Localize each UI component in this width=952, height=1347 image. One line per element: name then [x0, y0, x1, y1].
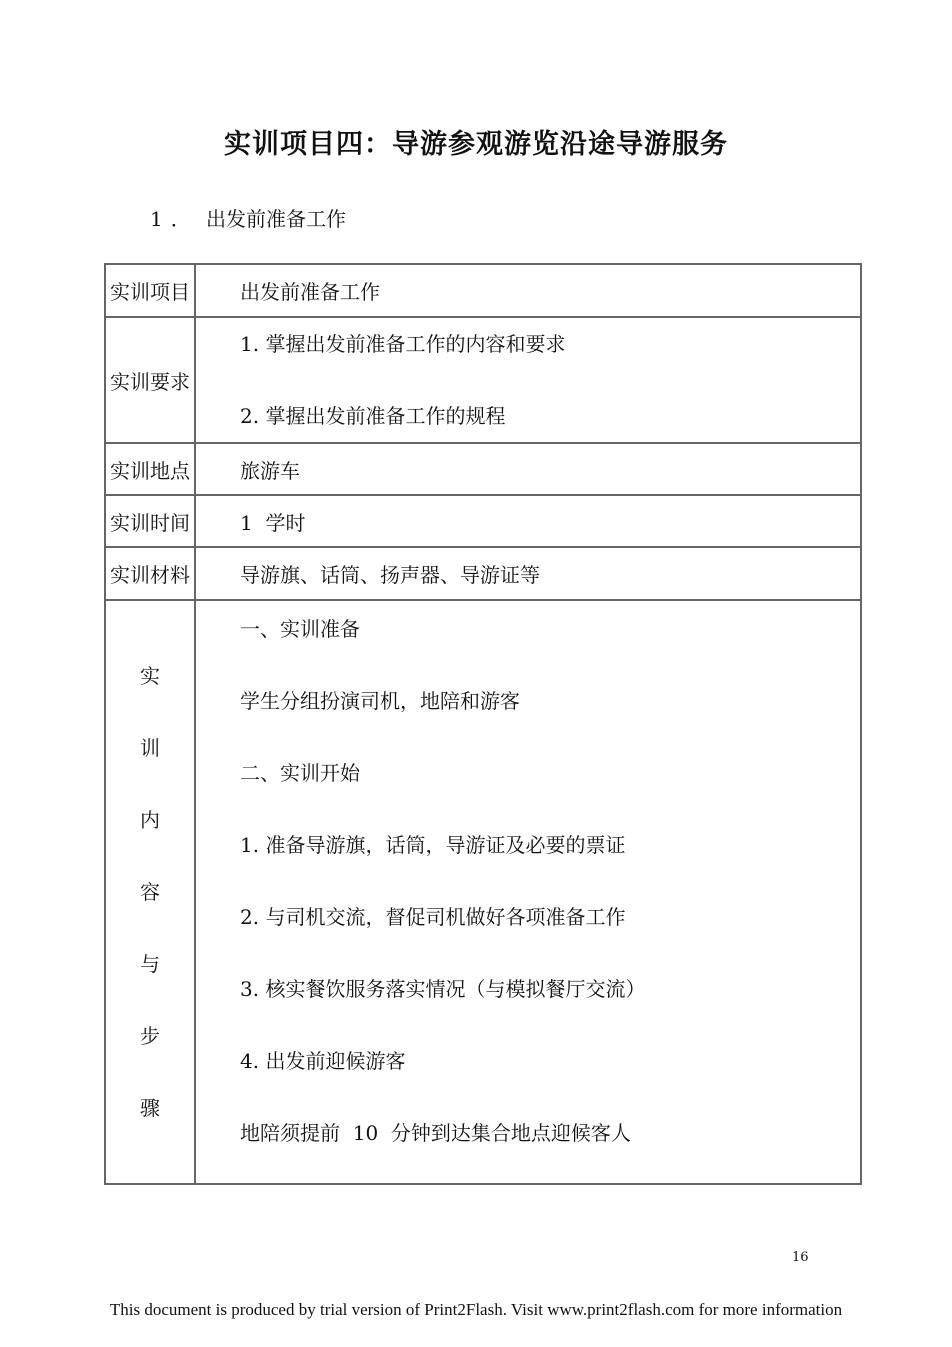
row-value-materials: 导游旗、话筒、扬声器、导游证等 [195, 547, 861, 600]
table-row-location [105, 443, 861, 495]
training-table [104, 263, 862, 1185]
step-line: 二、实训开始 [240, 761, 360, 785]
row-label-content [105, 600, 195, 1184]
row-value-content [195, 600, 861, 1184]
step-line: 4. 出发前迎候游客 [240, 1049, 406, 1073]
step-line: 2. 与司机交流，督促司机做好各项准备工作 [240, 905, 626, 929]
row-label-time: 实训时间 [105, 495, 195, 547]
section-label: 出发前准备工作 [206, 207, 346, 231]
label-char: 训 [140, 736, 160, 760]
requirement-line: 1. 掌握出发前准备工作的内容和要求 [240, 332, 566, 356]
row-label-requirements: 实训要求 [105, 317, 195, 443]
label-char: 容 [140, 880, 160, 904]
section-heading [150, 203, 346, 232]
row-label-project: 实训项目 [105, 264, 195, 317]
section-number: 1． [150, 207, 199, 231]
row-value-requirements [195, 317, 861, 443]
label-char: 内 [140, 808, 160, 832]
label-char: 与 [140, 952, 160, 976]
page-title: 实训项目四：导游参观游览沿途导游服务 [224, 129, 728, 160]
table-row-materials [105, 547, 861, 600]
label-char: 实 [140, 664, 160, 688]
row-value-location: 旅游车 [195, 443, 861, 495]
row-value-project: 出发前准备工作 [195, 264, 861, 317]
label-char: 骤 [140, 1096, 160, 1120]
row-label-materials: 实训材料 [105, 547, 195, 600]
requirement-line: 2. 掌握出发前准备工作的规程 [240, 404, 506, 428]
trial-footer: This document is produced by trial version of Print2Flash. Visit www.print2flash.com for more information [109, 1300, 843, 1319]
step-line: 一、实训准备 [240, 617, 360, 641]
table-row-time [105, 495, 861, 547]
row-value-time: 1 学时 [195, 495, 861, 547]
table-row-requirements [105, 317, 861, 443]
table-row-project [105, 264, 861, 317]
table-row-content [105, 600, 861, 1184]
step-line: 地陪须提前 10 分钟到达集合地点迎候客人 [240, 1121, 631, 1145]
step-line: 3. 核实餐饮服务落实情况（与模拟餐厅交流） [240, 977, 646, 1001]
step-line: 学生分组扮演司机，地陪和游客 [240, 689, 520, 713]
row-label-location: 实训地点 [105, 443, 195, 495]
label-char: 步 [140, 1024, 160, 1048]
step-line: 1. 准备导游旗，话筒，导游证及必要的票证 [240, 833, 626, 857]
page-number: 16 [792, 1250, 809, 1265]
